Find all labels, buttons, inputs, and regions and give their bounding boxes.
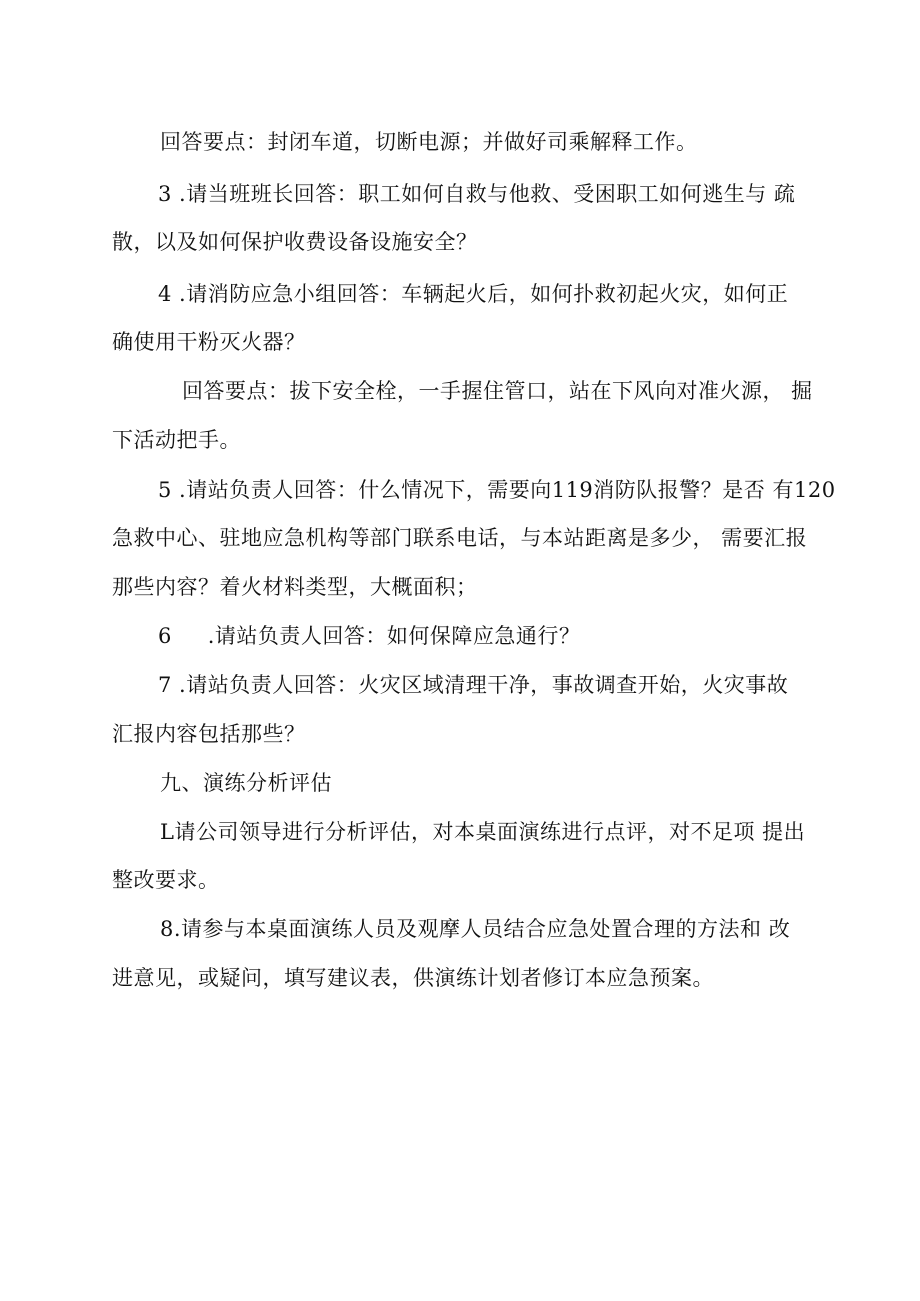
question-3-line-2: 散，以及如何保护收费设备设施安全？ <box>112 230 478 254</box>
question-7-line-2: 汇报内容包括那些？ <box>112 722 306 746</box>
question-4-line-2: 确使用干粉灭火器？ <box>112 330 306 354</box>
question-5-line-3: 那些内容？着火材料类型，大概面积； <box>112 575 478 599</box>
question-3-line-1: 3 .请当班班长回答：职工如何自救与他救、受困职工如何逃生与 疏 <box>158 182 796 206</box>
answer-points-line-3: 下活动把手。 <box>112 428 241 452</box>
question-6-line: 6 .请站负责人回答：如何保障应急通行？ <box>158 624 581 648</box>
answer-points-line: 回答要点：封闭车道，切断电源；并做好司乘解释工作。 <box>160 130 698 154</box>
evaluation-line-1: L请公司领导进行分析评估，对本桌面演练进行点评，对不足项 提出 <box>160 820 806 844</box>
suggestion-line-1: 8.请参与本桌面演练人员及观摩人员结合应急处置合理的方法和 改 <box>160 917 791 941</box>
question-5-line-1: 5 .请站负责人回答：什么情况下，需要向119消防队报警？是否 有120 <box>158 478 836 502</box>
question-4-line-1: 4 .请消防应急小组回答：车辆起火后，如何扑救初起火灾，如何正 <box>158 282 789 306</box>
answer-points-line-2: 回答要点：拔下安全栓，一手握住管口，站在下风向对准火源， 掘 <box>182 379 813 403</box>
section-heading: 九、演练分析评估 <box>160 771 332 795</box>
suggestion-line-2: 进意见，或疑问，填写建议表，供演练计划者修订本应急预案。 <box>112 966 714 990</box>
question-7-line-1: 7 .请站负责人回答：火灾区域清理干净，事故调查开始，火灾事故 <box>158 673 789 697</box>
question-5-line-2: 急救中心、驻地应急机构等部门联系电话，与本站距离是多少， 需要汇报 <box>112 526 808 550</box>
evaluation-line-2: 整改要求。 <box>112 868 220 892</box>
